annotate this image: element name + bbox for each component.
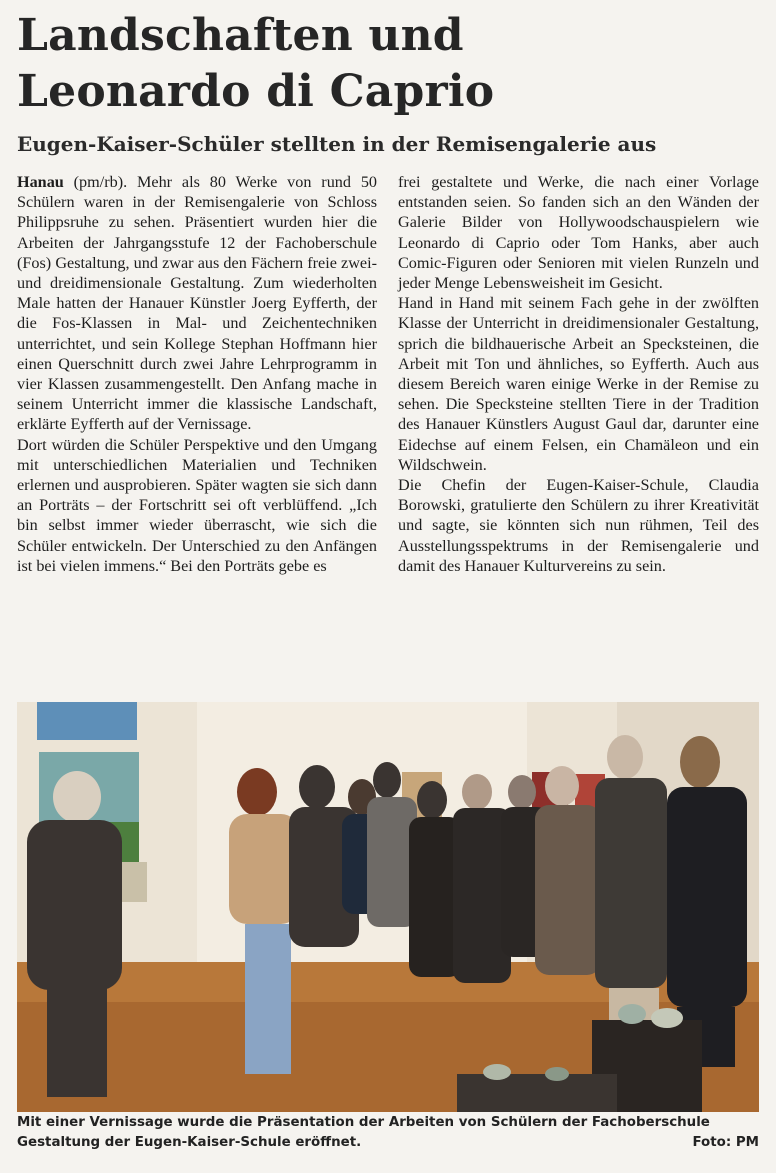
paragraph: Hand in Hand mit seinem Fach gehe in der zwölften Klasse der Unterricht in dreidimensionaler Gestaltung, sprich die bildhauerische Arbeit an Specksteinen, die Arbeit mit Ton und ähnliches, so Eyfferth. Auch aus diesem Bereich waren einige Werke in der Remise zu sehen. Die Specksteine stellten Tiere in der Tradition des Hanauer Künstlers August Gaul dar, darunter eine Eidechse auf einem Felsen, ein Chamäleon und ein Wildschwein. xyxy=(398,294,759,474)
headline xyxy=(17,8,757,120)
paragraph-text: Mehr als 80 Werke von rund 50 Schülern waren in der Remisengalerie von Schloss Philippsruhe zu sehen. Präsentiert wurden hier die Arbeiten der Jahrgangsstufe 12 der Fachoberschule (Fos) Gestaltung, und zwar aus den Fächern freie zwei- und dreidimensionale Gestaltung. Zum wiederholten Male hatten der Hanauer Künstler Joerg Eyfferth, der die Fos-Klassen in Mal- und Zeichentechniken unterrichtet, und sein Kollege Stephan Hoffmann hier einen Querschnitt durch zwei Jahre Lehrprogramm in vier Klassen zusammengestellt. Den Anfang mache in seinem Unterricht immer die klassische Landschaft, erklärte Eyfferth auf der Vernissage. xyxy=(17,173,378,434)
paragraph xyxy=(17,172,377,435)
article-photo xyxy=(17,702,759,1112)
article-column-1 xyxy=(17,172,377,576)
gallery-scene-illustration xyxy=(17,702,759,1112)
headline-line-2: Leonardo di Caprio xyxy=(17,66,495,117)
paragraph: Dort würden die Schüler Perspektive und den Umgang mit unterschiedlichen Materialien und Techniken erlernen und ausprobieren. Später wagten sie sich dann an Porträts – der Fortschritt sei oft verblüffend. „Ich bin selbst immer wieder überrascht, wie sich die Schüler entwickeln. Der Unterschied zu den Anfängen ist bei vielen immens.“ Bei den Porträts gebe es xyxy=(17,435,377,575)
photo-credit: Foto: PM xyxy=(692,1135,759,1150)
photo-caption xyxy=(17,1113,759,1153)
dateline-author: (pm/rb). xyxy=(73,173,128,191)
paragraph: frei gestaltete und Werke, die nach einer Vorlage entstanden seien. So fanden sich an den Wänden der Galerie Bilder von Hollywoodschauspielern wie Leonardo di Caprio oder Tom Hanks, aber auch Comic-Figuren oder Senioren mit vielen Runzeln und jeder Menge Lebensweisheit im Gesicht. xyxy=(398,173,759,293)
caption-text: Mit einer Vernissage wurde die Präsentation der Arbeiten von Schülern der Fachoberschule Gestaltung der Eugen-Kaiser-Schule eröffnet. xyxy=(17,1115,710,1150)
article-column-2 xyxy=(398,172,759,576)
paragraph: Die Chefin der Eugen-Kaiser-Schule, Claudia Borowski, gratulierte den Schülern zu ihrer Kreativität und sagte, sie könnten sich nun rühmen, Teil des Ausstellungsspektrums in der Remisengalerie und damit des Hanauer Kulturvereins zu sein. xyxy=(398,476,759,575)
dateline-place: Hanau xyxy=(17,173,64,191)
headline-line-1: Landschaften und xyxy=(17,10,464,61)
subheadline: Eugen-Kaiser-Schüler stellten in der Remisengalerie aus xyxy=(17,132,657,156)
